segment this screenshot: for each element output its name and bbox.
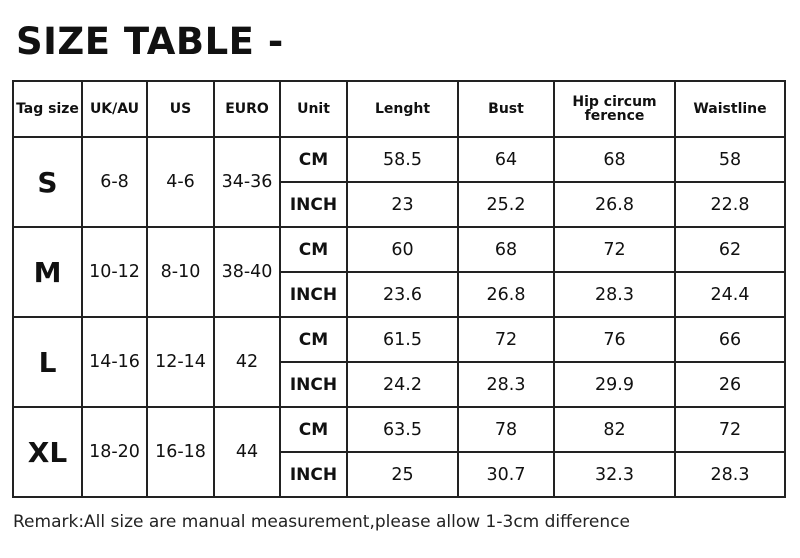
table-row [13, 227, 785, 272]
remark-note: Remark:All size are manual measurement,please allow 1-3cm difference [13, 512, 630, 532]
tag-size-cell: XL [13, 407, 82, 497]
uk-au-cell: 14-16 [82, 317, 147, 407]
bust-cell: 64 [458, 137, 554, 182]
bust-cell: 68 [458, 227, 554, 272]
bust-cell: 30.7 [458, 452, 554, 497]
uk-au-cell: 6-8 [82, 137, 147, 227]
bust-cell: 28.3 [458, 362, 554, 407]
waist-cell: 58 [675, 137, 785, 182]
bust-cell: 72 [458, 317, 554, 362]
header-uk-au: UK/AU [82, 81, 147, 137]
us-cell: 4-6 [147, 137, 214, 227]
bust-cell: 25.2 [458, 182, 554, 227]
header-waistline: Waistline [675, 81, 785, 137]
header-us: US [147, 81, 214, 137]
tag-size-cell: L [13, 317, 82, 407]
hip-cell: 28.3 [554, 272, 675, 317]
table-row [13, 317, 785, 362]
waist-cell: 72 [675, 407, 785, 452]
hip-cell: 32.3 [554, 452, 675, 497]
header-row [13, 81, 785, 137]
length-cell: 23 [347, 182, 458, 227]
header-unit: Unit [280, 81, 347, 137]
page-title: SIZE TABLE - [16, 20, 284, 63]
hip-cell: 72 [554, 227, 675, 272]
table-row [13, 137, 785, 182]
unit-cell: INCH [280, 182, 347, 227]
waist-cell: 24.4 [675, 272, 785, 317]
tag-size-cell: S [13, 137, 82, 227]
hip-cell: 26.8 [554, 182, 675, 227]
header-length: Lenght [347, 81, 458, 137]
length-cell: 24.2 [347, 362, 458, 407]
size-table [12, 80, 786, 498]
header-hip: Hip circum ference [554, 81, 675, 137]
length-cell: 25 [347, 452, 458, 497]
hip-cell: 76 [554, 317, 675, 362]
header-tag-size: Tag size [13, 81, 82, 137]
bust-cell: 26.8 [458, 272, 554, 317]
us-cell: 12-14 [147, 317, 214, 407]
unit-cell: CM [280, 137, 347, 182]
unit-cell: INCH [280, 452, 347, 497]
table-row [13, 407, 785, 452]
unit-cell: CM [280, 407, 347, 452]
hip-cell: 29.9 [554, 362, 675, 407]
length-cell: 58.5 [347, 137, 458, 182]
length-cell: 23.6 [347, 272, 458, 317]
uk-au-cell: 18-20 [82, 407, 147, 497]
waist-cell: 28.3 [675, 452, 785, 497]
us-cell: 8-10 [147, 227, 214, 317]
euro-cell: 38-40 [214, 227, 280, 317]
length-cell: 61.5 [347, 317, 458, 362]
waist-cell: 62 [675, 227, 785, 272]
waist-cell: 66 [675, 317, 785, 362]
bust-cell: 78 [458, 407, 554, 452]
header-euro: EURO [214, 81, 280, 137]
unit-cell: CM [280, 227, 347, 272]
euro-cell: 44 [214, 407, 280, 497]
euro-cell: 42 [214, 317, 280, 407]
us-cell: 16-18 [147, 407, 214, 497]
tag-size-cell: M [13, 227, 82, 317]
waist-cell: 26 [675, 362, 785, 407]
waist-cell: 22.8 [675, 182, 785, 227]
length-cell: 60 [347, 227, 458, 272]
unit-cell: INCH [280, 272, 347, 317]
hip-cell: 82 [554, 407, 675, 452]
uk-au-cell: 10-12 [82, 227, 147, 317]
unit-cell: CM [280, 317, 347, 362]
length-cell: 63.5 [347, 407, 458, 452]
header-bust: Bust [458, 81, 554, 137]
hip-cell: 68 [554, 137, 675, 182]
euro-cell: 34-36 [214, 137, 280, 227]
unit-cell: INCH [280, 362, 347, 407]
